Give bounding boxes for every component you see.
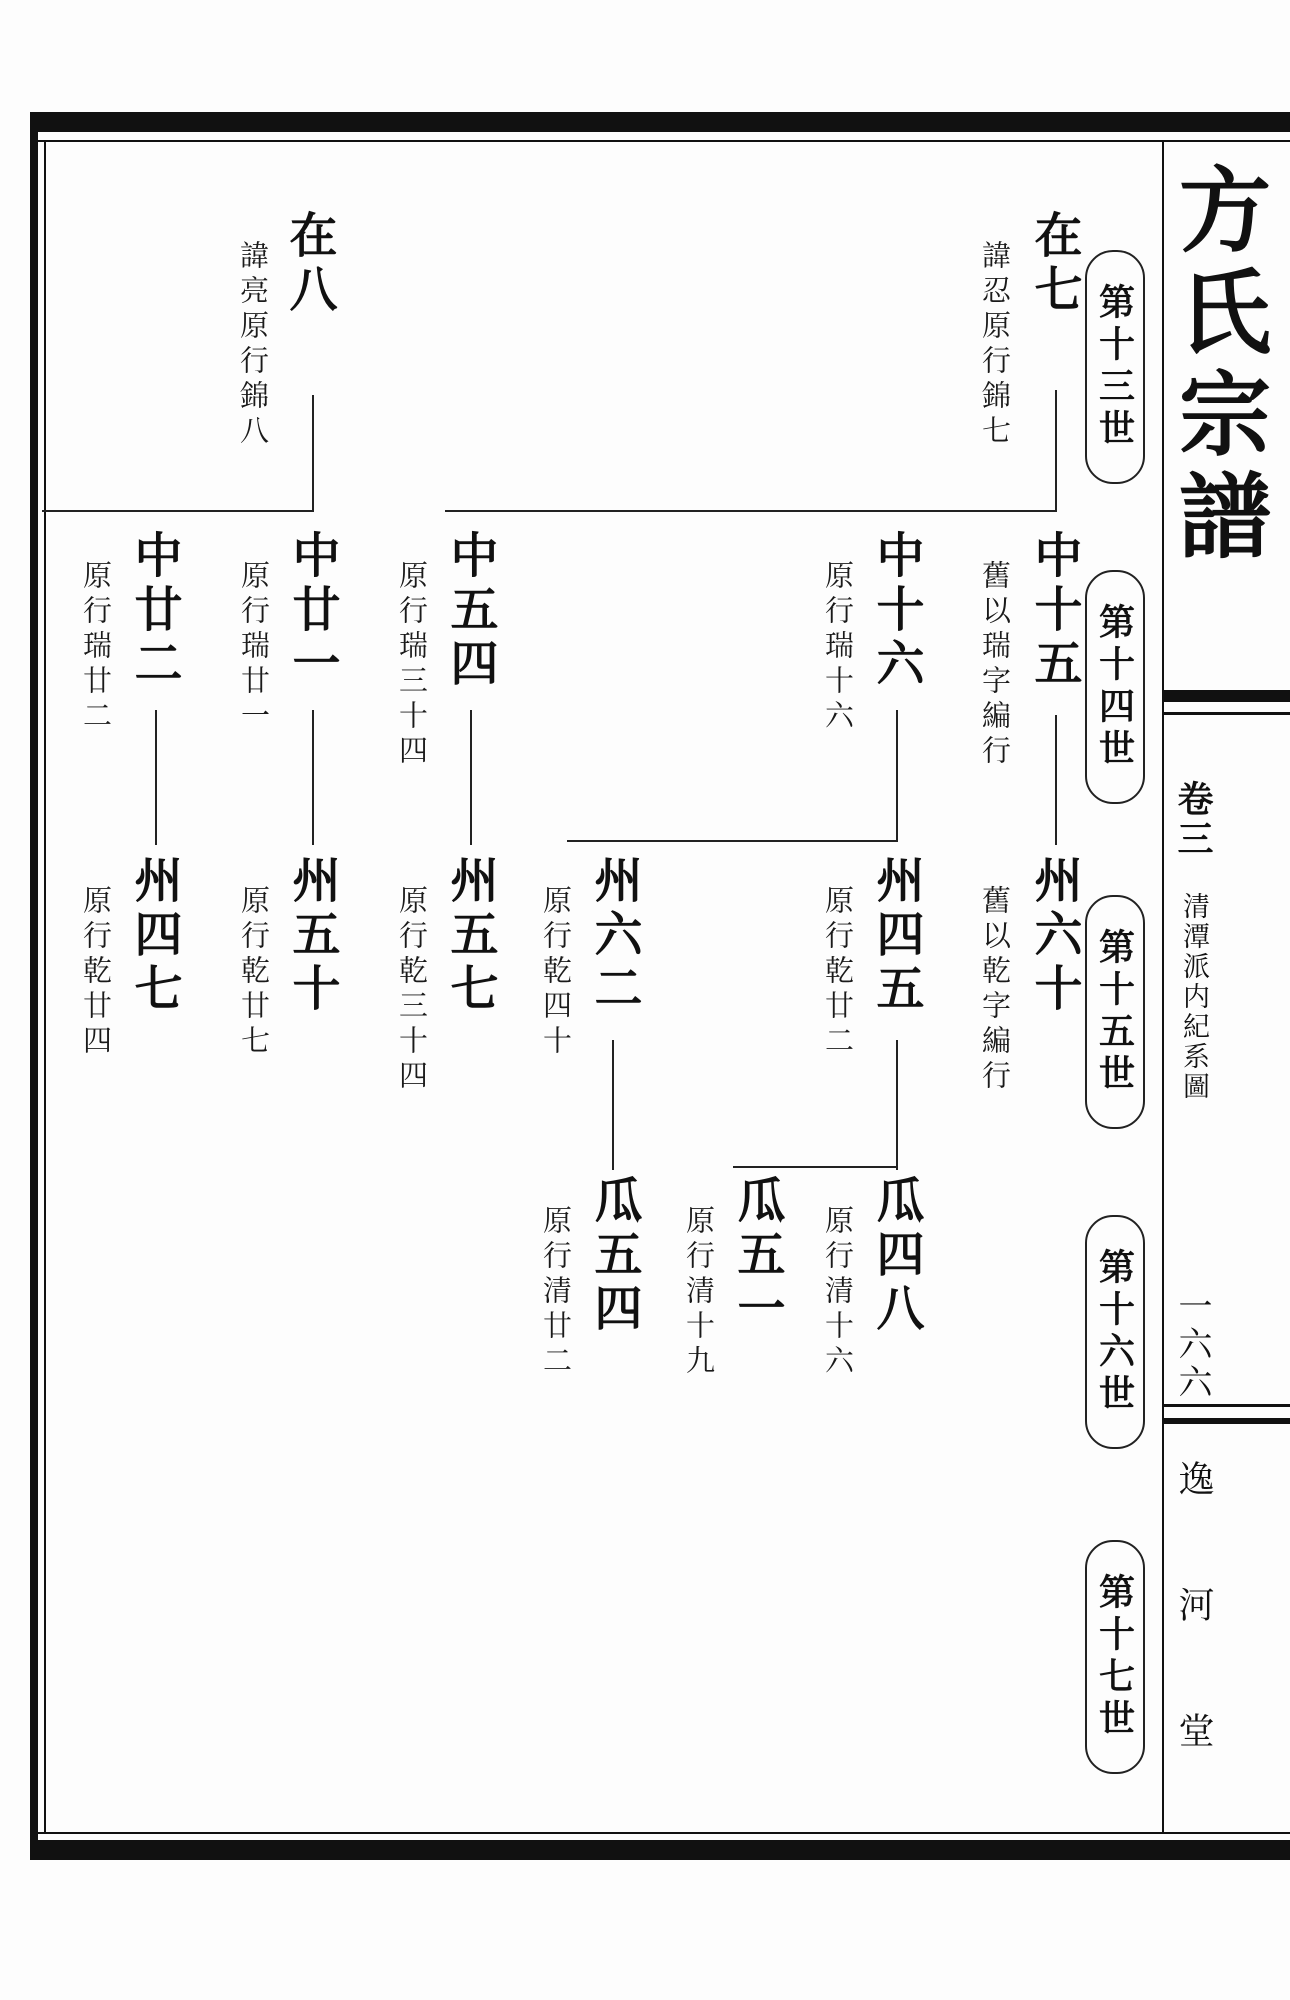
connector xyxy=(470,710,472,845)
generation-badge-17 xyxy=(1085,1540,1145,1774)
generation-label: 第十六世 xyxy=(1093,1248,1136,1416)
person-note: 原行乾廿四 xyxy=(79,885,113,1060)
person-name: 州四五 xyxy=(868,855,924,1017)
top-border-thin xyxy=(30,140,1290,142)
person-name: 瓜五四 xyxy=(586,1175,642,1337)
connector xyxy=(612,1040,614,1170)
person-note: 諱亮原行錦八 xyxy=(236,240,270,450)
generation-label: 第十七世 xyxy=(1093,1573,1136,1741)
person-name: 州六十 xyxy=(1026,855,1082,1017)
generation-label: 第十五世 xyxy=(1093,928,1136,1096)
page-rule-1 xyxy=(1162,1404,1290,1407)
page-rule-2 xyxy=(1162,1418,1290,1424)
person-note: 原行瑞三十四 xyxy=(395,560,429,770)
title-rule-thick xyxy=(1162,690,1290,702)
book-title: 方氏宗譜 xyxy=(1164,162,1272,570)
person-name: 瓜五一 xyxy=(729,1175,785,1337)
person-note: 諱忍原行錦七 xyxy=(978,240,1012,450)
person-name: 州五十 xyxy=(284,855,340,1017)
connector xyxy=(312,395,314,510)
person-name: 中廿二 xyxy=(126,530,182,692)
person-note: 舊以乾字編行 xyxy=(978,885,1012,1095)
person-name: 州五七 xyxy=(442,855,498,1017)
connector xyxy=(445,510,1057,512)
person-note: 原行乾廿二 xyxy=(821,885,855,1060)
person-name: 中廿一 xyxy=(284,530,340,692)
person-note: 原行清十六 xyxy=(821,1205,855,1380)
person-name: 中五四 xyxy=(442,530,498,692)
bottom-border xyxy=(30,1840,1290,1860)
person-name: 在八 xyxy=(281,210,337,318)
connector xyxy=(312,710,314,845)
person-note: 舊以瑞字編行 xyxy=(978,560,1012,770)
person-name: 中十六 xyxy=(868,530,924,692)
connector xyxy=(42,510,314,512)
person-name: 州四七 xyxy=(126,855,182,1017)
person-note: 原行乾廿七 xyxy=(237,885,271,1060)
person-name: 瓜四八 xyxy=(868,1175,924,1337)
connector xyxy=(567,840,898,842)
volume-label: 卷三 xyxy=(1172,780,1214,860)
person-note: 原行瑞廿二 xyxy=(79,560,113,735)
generation-label: 第十三世 xyxy=(1093,283,1136,451)
hall-name: 逸河堂 xyxy=(1173,1460,1214,1838)
person-note: 原行瑞廿一 xyxy=(237,560,271,735)
left-border-thin xyxy=(44,140,46,1834)
person-name: 中十五 xyxy=(1026,530,1082,692)
person-name: 在七 xyxy=(1026,210,1082,318)
left-border xyxy=(30,112,38,1860)
generation-badge-13 xyxy=(1085,250,1145,484)
person-note: 原行清十九 xyxy=(682,1205,716,1380)
title-rule-thin xyxy=(1162,712,1290,715)
generation-badge-15 xyxy=(1085,895,1145,1129)
person-note: 原行瑞十六 xyxy=(821,560,855,735)
connector xyxy=(896,710,898,840)
person-note: 原行乾四十 xyxy=(539,885,573,1060)
connector xyxy=(155,710,157,845)
bottom-border-thin xyxy=(30,1832,1290,1834)
generation-badge-14 xyxy=(1085,570,1145,804)
page-number: 一六六 xyxy=(1172,1288,1212,1402)
person-note: 原行乾三十四 xyxy=(395,885,429,1095)
generation-label: 第十四世 xyxy=(1093,603,1136,771)
section-label: 清潭派内紀系圖 xyxy=(1178,892,1209,1102)
connector xyxy=(733,1166,898,1168)
connector xyxy=(1055,715,1057,845)
connector xyxy=(1055,390,1057,510)
person-name: 州六二 xyxy=(586,855,642,1017)
person-note: 原行清廿二 xyxy=(539,1205,573,1380)
connector xyxy=(896,1040,898,1170)
generation-badge-16 xyxy=(1085,1215,1145,1449)
top-border xyxy=(30,112,1290,132)
